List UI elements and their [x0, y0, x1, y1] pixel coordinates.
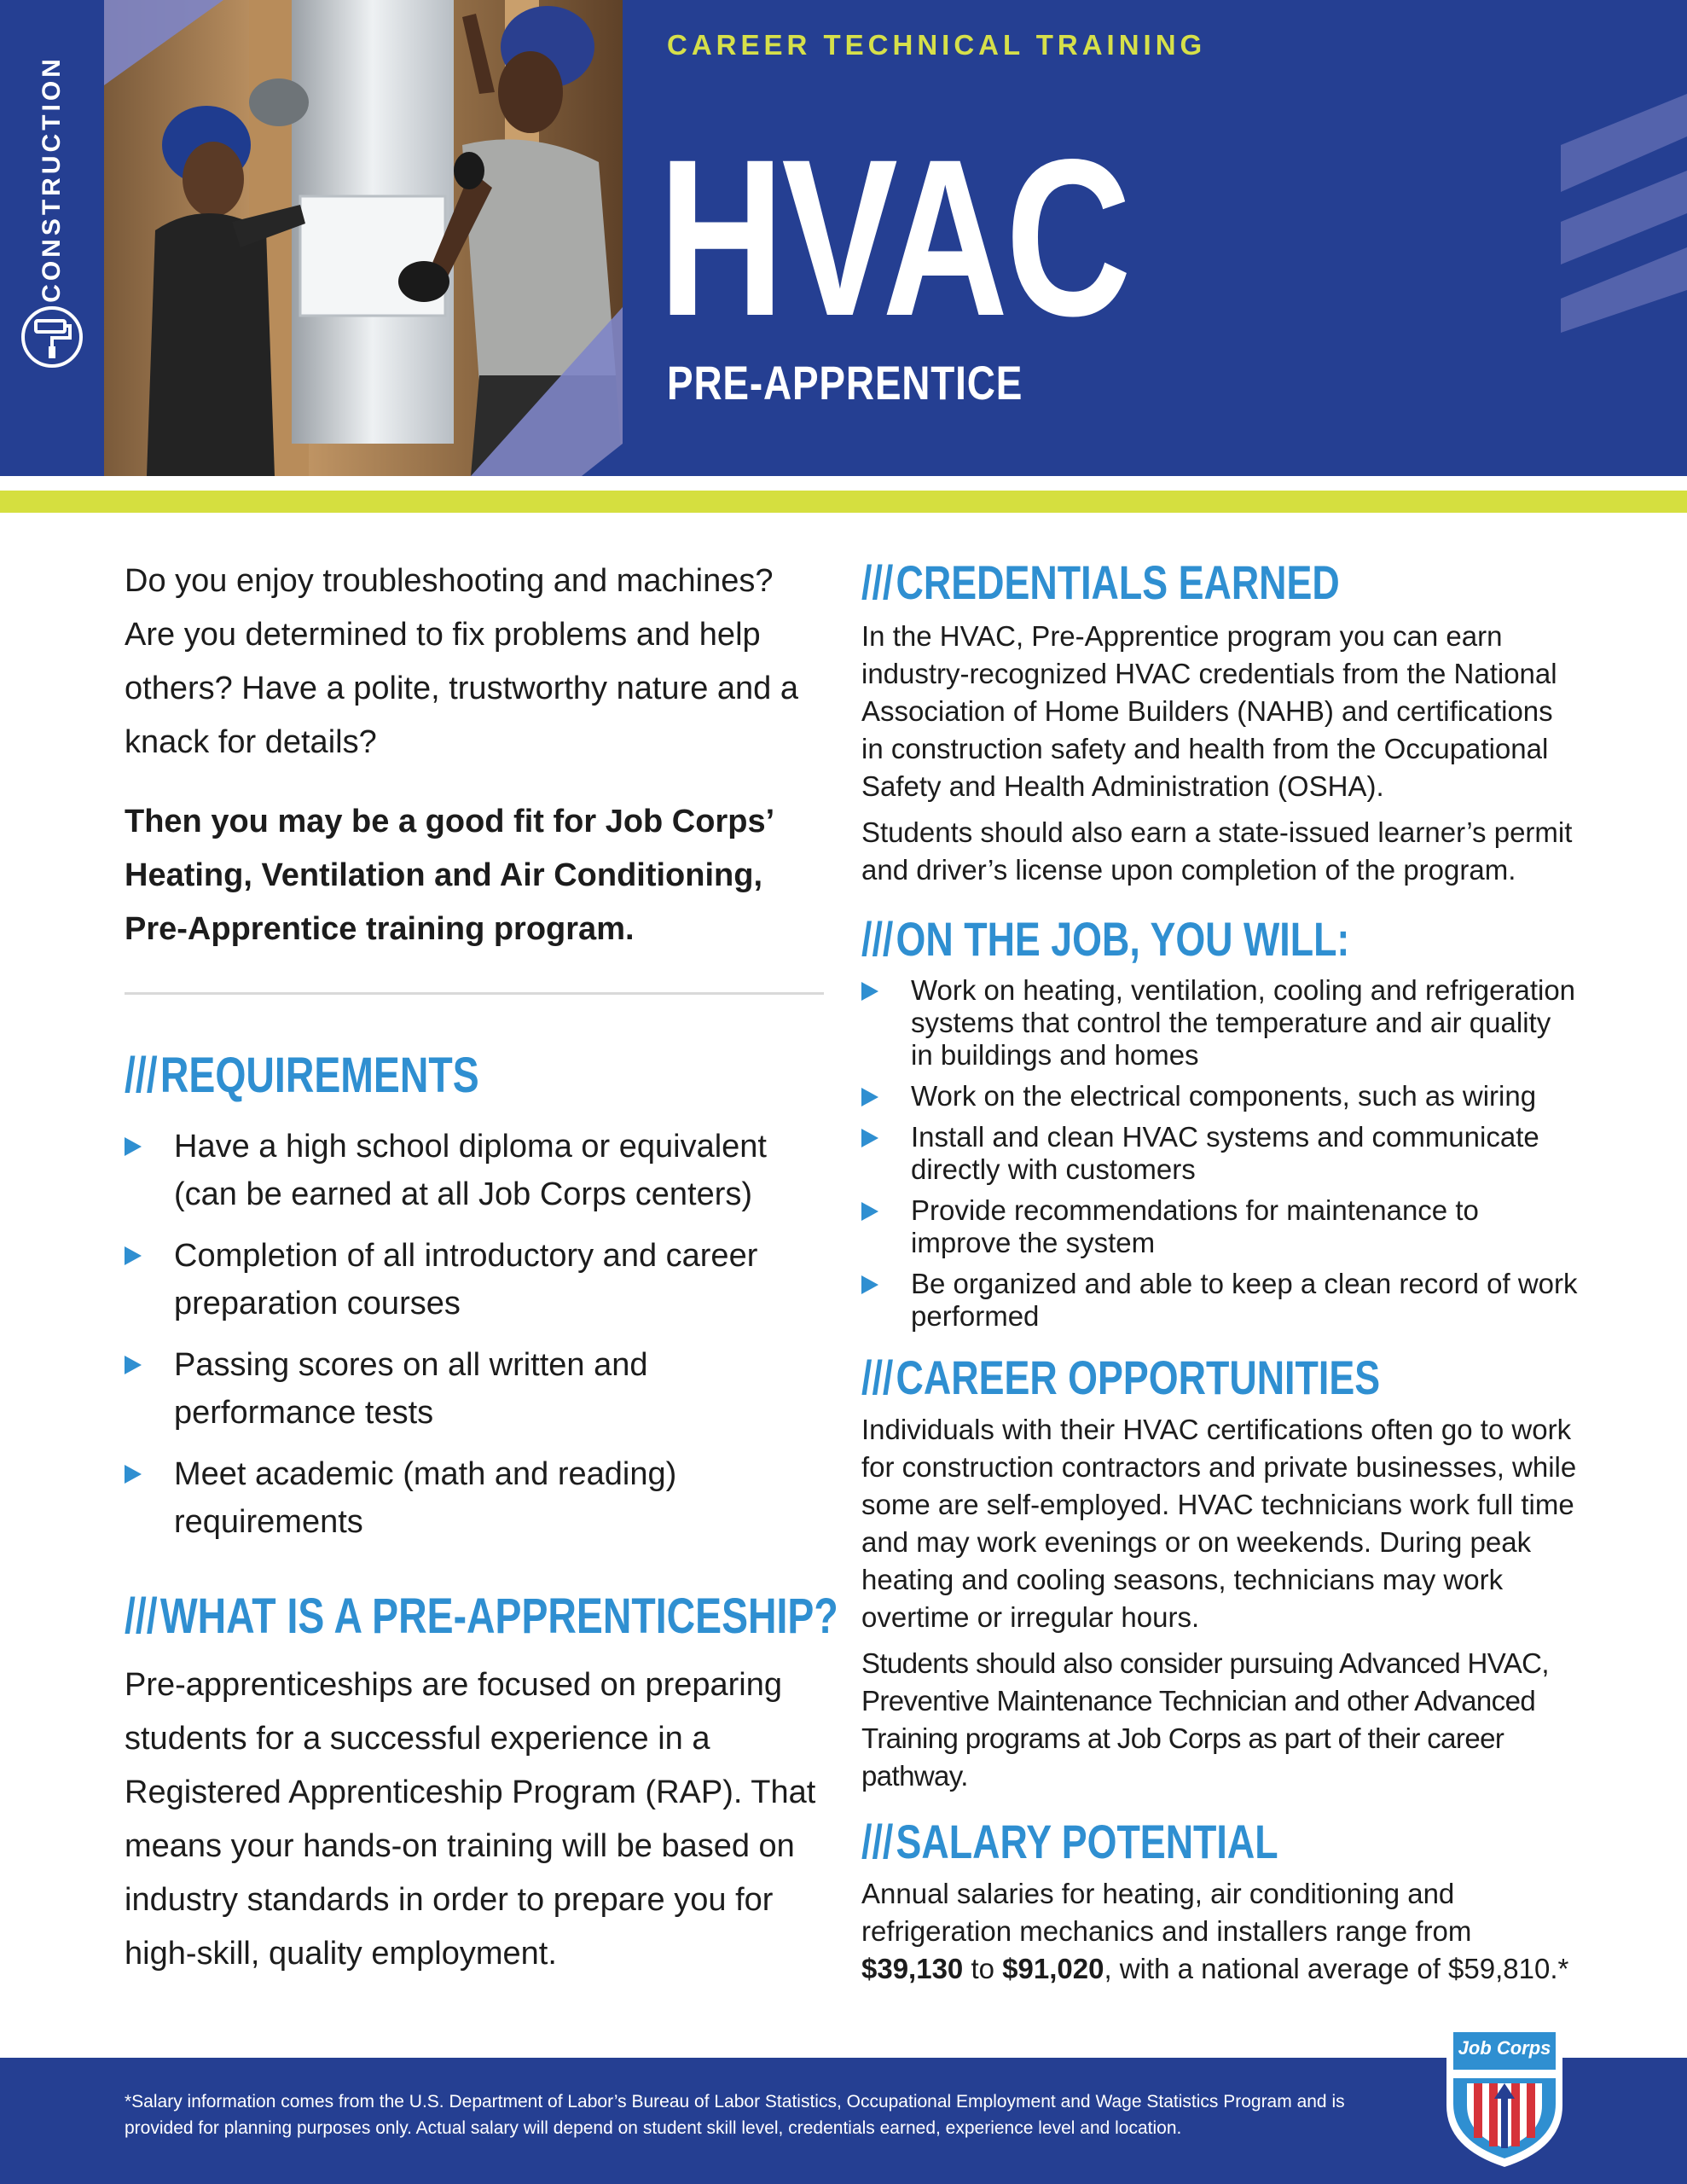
- decorative-stripes: [1561, 85, 1687, 341]
- arrow-bullet-icon: [861, 1129, 878, 1147]
- credentials-heading: ///CREDENTIALS EARNED: [861, 555, 1340, 609]
- arrow-bullet-icon: [125, 1137, 142, 1156]
- salary-footnote: *Salary information comes from the U.S. Department of Labor’s Bureau of Labor Statistics, Occupational Employment and Wage Statistics Program and is provided for planning purposes only. Actual salary will depend on student skill level, credentials earned, experience level and location.: [125, 2092, 1345, 2138]
- arrow-bullet-icon: [861, 1275, 878, 1294]
- requirements-heading: ///REQUIREMENTS: [125, 1048, 479, 1103]
- list-item: Install and clean HVAC systems and communicate directly with customers: [861, 1121, 1578, 1186]
- page-title: HVAC: [658, 113, 1129, 363]
- list-item: Have a high school diploma or equivalent (can be earned at all Job Corps centers): [125, 1123, 824, 1218]
- salary-high: $91,020: [1002, 1953, 1104, 1984]
- paint-roller-icon: [19, 304, 85, 370]
- eyebrow-label: CAREER TECHNICAL TRAINING: [667, 29, 1207, 61]
- footer: [0, 2058, 1687, 2184]
- credentials-paragraph-2: Students should also earn a state-issued learner’s permit and driver’s license upon completion of the program.: [861, 816, 1573, 886]
- on-the-job-list: [861, 974, 1578, 1333]
- list-item: Meet academic (math and reading) requirements: [125, 1450, 824, 1546]
- job-corps-logo: [1441, 2020, 1568, 2170]
- arrow-bullet-icon: [861, 1088, 878, 1107]
- divider: [125, 992, 824, 995]
- category-tab: [0, 0, 104, 476]
- left-column: [125, 555, 838, 1981]
- header-banner: [0, 0, 1687, 476]
- salary-paragraph: Annual salaries for heating, air conditioning and refrigeration mechanics and installers range from $39,130 to $91,020, with a national average of $59,810.*: [861, 1878, 1569, 1984]
- salary-heading: ///SALARY POTENTIAL: [861, 1815, 1278, 1868]
- requirements-list: [125, 1123, 824, 1546]
- page-subtitle: PRE-APPRENTICE: [667, 356, 1023, 410]
- pre-apprenticeship-body: Pre-apprenticeships are focused on preparing students for a successful experience in a Registered Apprenticeship Program (RAP). That means your hands-on training will be based on industry standards in order to prepare you for high-skill, quality employment.: [125, 1667, 816, 1972]
- career-paragraph-2: Students should also consider pursuing Advanced HVAC, Preventive Maintenance Technician and other Advanced Training programs at Job Corps as part of their career pathway.: [861, 1647, 1549, 1792]
- list-item: Passing scores on all written and performance tests: [125, 1341, 824, 1437]
- category-label: CONSTRUCTION: [38, 55, 66, 303]
- arrow-bullet-icon: [125, 1246, 142, 1265]
- intro-question: Do you enjoy troubleshooting and machines? Are you determined to fix problems and help others? Have a polite, trustworthy nature and a knack for details?: [125, 563, 799, 760]
- intro-fit: Then you may be a good fit for Job Corps’ Heating, Ventilation and Air Conditioning, Pre-Apprentice training program.: [125, 804, 774, 947]
- accent-bar: [0, 491, 1687, 513]
- right-column: [861, 555, 1578, 1988]
- credentials-paragraph-1: In the HVAC, Pre-Apprentice program you can earn industry-recognized HVAC credentials from the National Association of Home Builders (NAHB) and certifications in construction safety and health from the Occupational Safety and Health Administration (OSHA).: [861, 620, 1557, 802]
- list-item: Work on heating, ventilation, cooling and refrigeration systems that control the temperature and air quality in buildings and homes: [861, 974, 1578, 1072]
- arrow-bullet-icon: [861, 1202, 878, 1221]
- list-item: Completion of all introductory and career preparation courses: [125, 1232, 824, 1327]
- pre-apprenticeship-heading: ///WHAT IS A PRE-APPRENTICESHIP?: [125, 1589, 838, 1644]
- arrow-bullet-icon: [861, 982, 878, 1001]
- career-heading: ///CAREER OPPORTUNITIES: [861, 1350, 1381, 1404]
- arrow-bullet-icon: [125, 1465, 142, 1484]
- salary-low: $39,130: [861, 1953, 964, 1984]
- logo-label: Job Corps: [1458, 2037, 1551, 2059]
- technicians-photo: [104, 0, 623, 476]
- list-item: Provide recommendations for maintenance to improve the system: [861, 1194, 1578, 1259]
- list-item: Be organized and able to keep a clean record of work performed: [861, 1268, 1578, 1333]
- career-paragraph-1: Individuals with their HVAC certifications often go to work for construction contractors and private businesses, while some are self-employed. HVAC technicians work full time and may work evenings or on weekends. During peak heating and cooling seasons, technicians may work overtime or irregular hours.: [861, 1414, 1577, 1633]
- on-the-job-heading: ///ON THE JOB, YOU WILL:: [861, 912, 1350, 966]
- list-item: Work on the electrical components, such as wiring: [861, 1080, 1578, 1112]
- arrow-bullet-icon: [125, 1356, 142, 1374]
